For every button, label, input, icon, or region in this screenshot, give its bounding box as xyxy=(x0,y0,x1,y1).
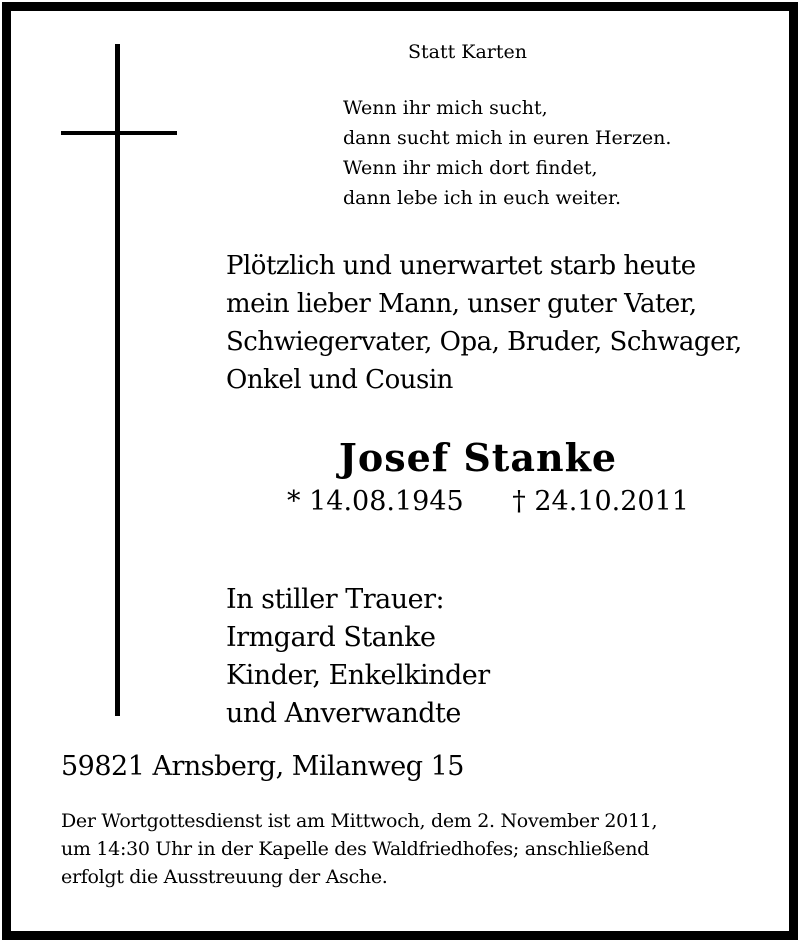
poem-line: dann lebe ich in euch weiter. xyxy=(343,187,622,209)
poem-line: Wenn ihr mich dort findet, xyxy=(343,157,598,179)
announcement-line: mein lieber Mann, unser guter Vater, xyxy=(226,289,697,319)
poem-line: dann sucht mich in euren Herzen. xyxy=(343,127,672,149)
mourners-line: Kinder, Enkelkinder xyxy=(226,660,490,691)
announcement-line: Schwiegervater, Opa, Bruder, Schwager, xyxy=(226,327,742,357)
service-line: erfolgt die Ausstreuung der Asche. xyxy=(61,866,388,888)
announcement-line: Onkel und Cousin xyxy=(226,365,453,395)
life-dates xyxy=(287,486,689,517)
obituary-notice xyxy=(2,2,798,940)
mourners-line: und Anverwandte xyxy=(226,698,461,729)
deceased-name: Josef Stanke xyxy=(338,435,618,480)
announcement-line: Plötzlich und unerwartet starb heute xyxy=(226,251,696,281)
poem xyxy=(343,93,671,213)
service-line: Der Wortgottesdienst ist am Mittwoch, dem 2. November 2011, xyxy=(61,810,658,832)
header-statt-karten: Statt Karten xyxy=(408,41,528,63)
service-line: um 14:30 Uhr in der Kapelle des Waldfriedhofes; anschließend xyxy=(61,838,650,860)
service-info xyxy=(61,807,657,891)
cross-icon-vertical-bar xyxy=(115,44,120,716)
mourners xyxy=(226,581,490,733)
poem-line: Wenn ihr mich sucht, xyxy=(343,97,548,119)
address: 59821 Arnsberg, Milanweg 15 xyxy=(61,751,464,782)
birth-date: * 14.08.1945 xyxy=(287,486,464,517)
death-announcement xyxy=(226,247,742,399)
mourners-line: Irmgard Stanke xyxy=(226,622,436,653)
mourners-line: In stiller Trauer: xyxy=(226,584,445,615)
death-date: † 24.10.2011 xyxy=(512,486,689,517)
cross-icon-horizontal-bar xyxy=(61,131,177,135)
